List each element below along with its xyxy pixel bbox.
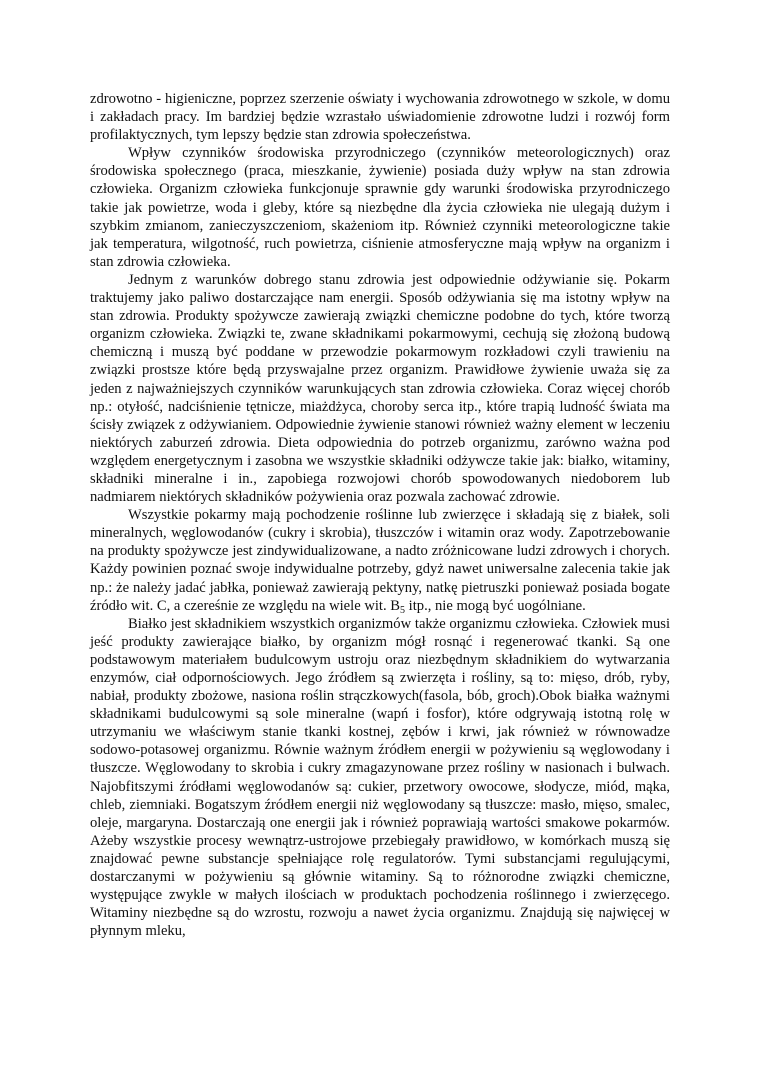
vitamin-subscript: 5 (400, 604, 406, 616)
paragraph-3: Jednym z warunków dobrego stanu zdrowia jest odpowiednie odżywianie się. Pokarm traktujemy jako paliwo dostarczające nam energii. Sposób odżywiania się ma istotny wpływ na stan zdrowia. Produkty spożywcze zawierają związki chemiczne podobne do tych, które tworzą organizm człowieka. Związki te, zwane składnikami pokarmowymi, cechują się złożoną budową chemiczną i muszą być poddane w przewodzie pokarmowym rozkładowi czyli trawieniu na związki prostsze które będą przyswajalne przez organizm. Prawidłowe żywienie uważa się za jeden z najważniejszych czynników warunkujących stan zdrowia człowieka. Coraz więcej chorób np.: otyłość, nadciśnienie tętnicze, miażdżyca, choroby serca itp., które trapią ludność świata ma ścisły związek z odżywianiem. Odpowiednie żywienie stanowi również ważny element w leczeniu niektórych zaburzeń zdrowia. Dieta odpowiednia do potrzeb organizmu, zarówno ważna pod względem energetycznym i zasobna we wszystkie składniki odżywcze takie jak: białko, witaminy, składniki mineralne i in., zapobiega rozwojowi chorób spowodowanych niedoborem lub nadmiarem niektórych składników pożywienia oraz pozwala zachować zdrowie. (90, 271, 670, 506)
document-page (90, 90, 670, 940)
paragraph-1: zdrowotno - higieniczne, poprzez szerzenie oświaty i wychowania zdrowotnego w szkole, w domu i zakładach pracy. Im bardziej będzie wzrastało uświadomienie zdrowotne ludzi i rozwój form profilaktycznych, tym lepszy będzie stan zdrowia społeczeństwa. (90, 91, 670, 144)
paragraph-2: Wpływ czynników środowiska przyrodniczego (czynników meteorologicznych) oraz środowiska społecznego (praca, mieszkanie, żywienie) posiada duży wpływ na stan zdrowia człowieka. Organizm człowieka funkcjonuje sprawnie gdy warunki środowiska przyrodniczego takie jak powietrze, woda i gleby, które są niezbędne dla życia człowieka nie ulegają dużym i szybkim zmianom, zanieczyszczeniom, skażeniom itp. Również czynniki meteorologiczne takie jak temperatura, wilgotność, ruch powietrza, ciśnienie atmosferyczne mają wpływ na organizm i stan zdrowia człowieka. (90, 145, 670, 270)
paragraph-4-text: Wszystkie pokarmy mają pochodzenie roślinne lub zwierzęce i składają się z białek, soli mineralnych, węglowodanów (cukry i skrobia), tłuszczów i witamin oraz wody. Zapotrzebowanie na produkty spożywcze jest zindywidualizowane, a nadto zróżnicowane ludzi zdrowych i chorych. Każdy powinien poznać swoje indywidualne potrzeby, gdyż nawet uniwersalne zalecenia takie jak np.: że należy jadać jabłka, ponieważ zawierają pektyny, natkę pietruszki ponieważ posiada bogate źródło wit. C, a czereśnie ze względu na wiele wit. B (90, 507, 670, 614)
paragraph-4 (90, 506, 670, 615)
paragraph-4-tail: itp., nie mogą być uogólniane. (405, 597, 586, 614)
paragraph-5: Białko jest składnikiem wszystkich organizmów także organizmu człowieka. Człowiek musi jeść produkty zawierające białko, by organizm mógł rosnąć i regenerować tkanki. Są one podstawowym materiałem budulcowym ustroju oraz niezbędnym składnikiem do wytwarzania enzymów, ciał odpornościowych. Jego źródłem są zwierzęta i rośliny, są to: mięso, drób, ryby, nabiał, produkty zbożowe, nasiona roślin strączkowych(fasola, bób, groch).Obok białka ważnymi składnikami budulcowymi są sole mineralne (wapń i fosfor), które odgrywają istotną rolę w utrzymaniu we właściwym stanie tkanki kostnej, zębów i krwi, jak również w równowadze sodowo-potasowej organizmu. Równie ważnym źródłem energii w pożywieniu są węglowodany i tłuszcze. Węglowodany to skrobia i cukry zmagazynowane przez rośliny w nasionach i bulwach. Najobfitszymi źródłami węglowodanów są: cukier, przetwory owocowe, słodycze, miód, mąka, chleb, ziemniaki. Bogatszym źródłem energii niż węglowodany są tłuszcze: masło, mięso, smalec, oleje, margaryna. Dostarczają one energii jak i również poprawiają wartości smakowe pokarmów. Ażeby wszystkie procesy wewnątrz-ustrojowe przebiegały prawidłowo, w komórkach muszą się znajdować pewne substancje spełniające rolę regulatorów. Tymi substancjami regulującymi, dostarczanymi w pożywieniu są głównie witaminy. Są to różnorodne związki chemiczne, występujące zwykle w małych ilościach w produktach pochodzenia roślinnego i zwierzęcego. Witaminy niezbędne są do wzrostu, rozwoju a nawet życia organizmu. Znajdują się najwięcej w płynnym mleku, (90, 615, 670, 940)
